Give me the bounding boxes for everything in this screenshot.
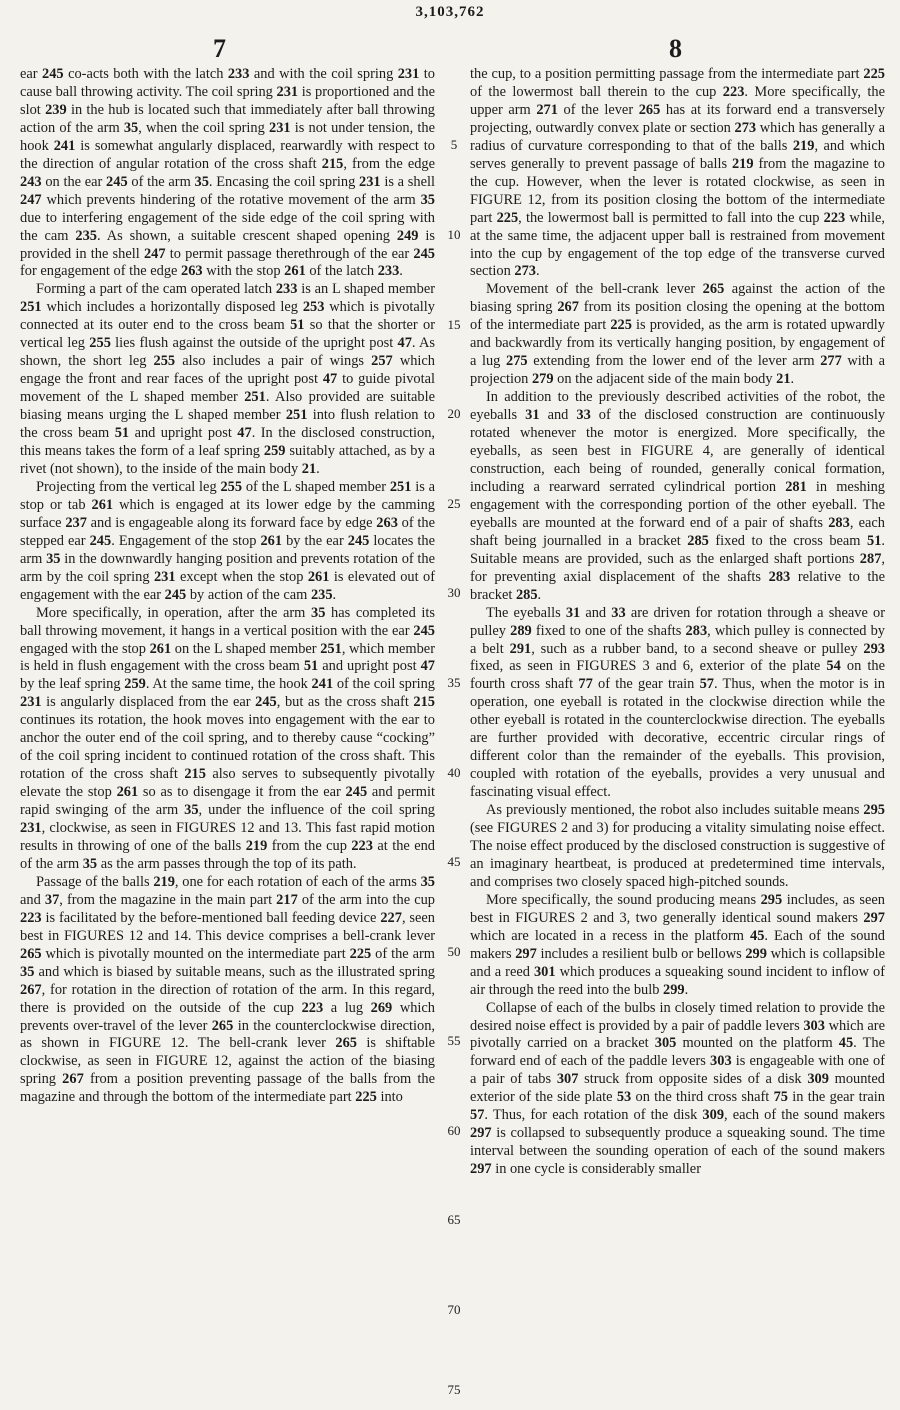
reference-numeral: 245: [42, 66, 64, 82]
reference-numeral: 251: [389, 478, 412, 495]
reference-numeral: 301: [533, 963, 556, 980]
reference-numeral: 251: [285, 407, 308, 424]
reference-numeral: 247: [20, 191, 42, 208]
reference-numeral: 295: [863, 802, 885, 819]
reference-numeral: 265: [335, 1035, 357, 1052]
reference-numeral: 273: [734, 119, 757, 136]
line-number: 60: [447, 1123, 461, 1138]
paragraph: Projecting from the vertical leg 255 of the L shaped member 251 is a stop or tab 261 which is engaged at its lower edge by the camming surface 237 and is engageable along its forward face by edge 263 of the stepped ear 245. Engagement of the stop 261 by the ear 245 locates the arm 35 in the downwardly hanging position and prevents rotation of the arm by the coil spring 231 except when the stop 261 is elevated out of engagement with the ear 245 by action of the cam 235.: [20, 478, 436, 603]
reference-numeral: 75: [773, 1089, 788, 1106]
reference-numeral: 263: [376, 514, 398, 531]
reference-numeral: 235: [75, 227, 97, 244]
reference-numeral: 231: [20, 820, 42, 837]
reference-numeral: 231: [397, 66, 420, 82]
reference-numeral: 299: [663, 981, 685, 998]
reference-numeral: 53: [616, 1089, 632, 1106]
reference-numeral: 249: [396, 227, 419, 244]
line-number: 40: [447, 765, 461, 780]
reference-numeral: 243: [20, 173, 42, 190]
reference-numeral: 35: [420, 873, 435, 890]
reference-numeral: 31: [525, 407, 540, 424]
reference-numeral: 225: [355, 1089, 377, 1106]
line-number: 50: [447, 944, 461, 959]
paragraph: Collapse of each of the bulbs in closely timed relation to provide the desired noise effect is provided by a pair of paddle levers 303 which are pivotally carried on a bracket 305 mounted on the platform 45. The forward end of each of the paddle levers 303 is engageable with one of a pair of tabs 307 struck from opposite sides of a disk 309 mounted exterior of the side plate 53 on the third cross shaft 75 in the gear train 57. Thus, for each rotation of the disk 309, each of the sound makers 297 is collapsed to subsequently produce a squeaking sound. The time interval between the sounding operation of each of the sound makers 297 in one cycle is considerably smaller: [470, 999, 886, 1178]
reference-numeral: 225: [610, 317, 632, 334]
reference-numeral: 47: [420, 658, 435, 675]
line-number: 70: [447, 1302, 461, 1317]
reference-numeral: 299: [745, 945, 767, 962]
paragraph: ear 245 co-acts both with the latch 233 and with the coil spring 231 to cause ball throwing activity. The coil spring 231 is proportioned and the slot 239 in the hub is located such that immediately after ball throwing action of the arm 35, when the coil spring 231 is not under tension, the hook 241 is somewhat angularly displaced, rearwardly with respect to the direction of angular rotation of the cross shaft 215, from the edge 243 on the ear 245 of the arm 35. Encasing the coil spring 231 is a shell 247 which prevents hindering of the rotative movement of the arm 35 due to interfering engagement of the side edge of the coil spring with the cam 235. As shown, a suitable crescent shaped opening 249 is provided in the shell 247 to permit passage therethrough of the ear 245 for engagement of the edge 263 with the stop 261 of the latch 233.: [20, 66, 436, 280]
reference-numeral: 241: [311, 676, 334, 693]
reference-numeral: 21: [301, 460, 317, 477]
reference-numeral: 33: [611, 604, 626, 621]
reference-numeral: 21: [776, 371, 791, 388]
line-number: 5: [450, 137, 458, 152]
reference-numeral: 267: [557, 299, 579, 316]
reference-numeral: 283: [685, 622, 708, 639]
reference-numeral: 219: [792, 137, 815, 154]
reference-numeral: 51: [867, 532, 882, 549]
reference-numeral: 47: [237, 425, 252, 442]
reference-numeral: 261: [260, 532, 283, 549]
reference-numeral: 297: [470, 1161, 492, 1178]
reference-numeral: 225: [496, 209, 519, 226]
reference-numeral: 247: [143, 245, 166, 262]
reference-numeral: 35: [194, 173, 209, 190]
reference-numeral: 297: [863, 909, 885, 926]
reference-numeral: 309: [702, 1107, 725, 1124]
reference-numeral: 51: [303, 658, 319, 675]
reference-numeral: 51: [290, 317, 305, 334]
reference-numeral: 223: [301, 999, 324, 1016]
paragraph: More specifically, in operation, after the arm 35 has completed its ball throwing movement, it hangs in a vertical position with the ear 245 engaged with the stop 261 on the L shaped member 251, which member is held in flush engagement with the cross beam 51 and upright post 47 by the leaf spring 259. At the same time, the hook 241 of the coil spring 231 is angularly displaced from the ear 245, but as the cross shaft 215 continues its rotation, the hook moves into engagement with the ear to anchor the outer end of the coil spring, and to thereby cause “cocking” of the coil spring incident to continued rotation of the cross shaft. This rotation of the cross shaft 215 also serves to subsequently pivotally elevate the stop 261 so as to disengage it from the ear 245 and permit rapid swinging of the arm 35, under the influence of the coil spring 231, clockwise, as seen in FIGURES 12 and 13. This fast rapid motion results in throwing of one of the balls 219 from the cup 223 at the end of the arm 35 as the arm passes through the top of its path.: [20, 604, 436, 872]
reference-numeral: 261: [149, 640, 172, 657]
reference-numeral: 293: [863, 640, 885, 657]
reference-numeral: 265: [20, 945, 42, 962]
reference-numeral: 217: [276, 891, 298, 908]
line-number: 20: [447, 406, 461, 421]
reference-numeral: 261: [116, 784, 139, 801]
reference-numeral: 219: [153, 873, 175, 890]
reference-numeral: 255: [89, 335, 111, 352]
reference-numeral: 267: [20, 981, 42, 998]
reference-numeral: 271: [536, 101, 558, 118]
reference-numeral: 215: [413, 694, 435, 711]
reference-numeral: 231: [153, 568, 176, 585]
line-number: 55: [447, 1033, 461, 1048]
reference-numeral: 265: [638, 101, 661, 118]
reference-numeral: 253: [302, 299, 325, 316]
reference-numeral: 259: [263, 443, 286, 460]
reference-numeral: 309: [807, 1071, 829, 1088]
reference-numeral: 289: [510, 622, 532, 639]
reference-numeral: 303: [803, 1017, 825, 1034]
reference-numeral: 245: [413, 622, 435, 639]
line-number: 45: [447, 854, 461, 869]
reference-numeral: 215: [321, 155, 344, 172]
reference-numeral: 261: [284, 263, 306, 280]
reference-numeral: 37: [44, 891, 60, 908]
reference-numeral: 277: [820, 353, 842, 370]
reference-numeral: 245: [255, 694, 277, 711]
reference-numeral: 275: [506, 353, 528, 370]
reference-numeral: 35: [184, 802, 199, 819]
reference-numeral: 285: [515, 586, 538, 603]
reference-numeral: 35: [82, 855, 98, 872]
reference-numeral: 245: [347, 532, 370, 549]
reference-numeral: 45: [750, 927, 765, 944]
paragraph: Forming a part of the cam operated latch 233 is an L shaped member 251 which includes a horizontally disposed leg 253 which is pivotally connected at its outer end to the cross beam 51 so that the shorter or vertical leg 255 lies flush against the outside of the upright post 47. As shown, the short leg 255 also includes a pair of wings 257 which engage the front and rear faces of the upright post 47 to guide pivotal movement of the L shaped member 251. Also provided are suitable biasing means urging the L shaped member 251 into flush relation to the cross beam 51 and upright post 47. In the disclosed construction, this means takes the form of a leaf spring 259 suitably attached, as by a rivet (not shown), to the inside of the main body 21.: [20, 281, 436, 477]
reference-numeral: 35: [20, 963, 35, 980]
paragraph: the cup, to a position permitting passage from the intermediate part 225 of the lowermost ball therein to the cup 223. More specifically, the upper arm 271 of the lever 265 has at its forward end a transversely projecting, outwardly convex plate or section 273 which has generally a radius of curvature corresponding to that of the balls 219, and which serves generally to prevent passage of balls 219 from the magazine to the cup. However, when the lever is rotated clockwise, as seen in FIGURE 12, from its position closing the bottom of the intermediate part 225, the lowermost ball is permitted to fall into the cup 223 while, at the same time, the adjacent upper ball is restrained from movement into the cup by engagement of the top edge of the transverse curved section 273.: [470, 66, 885, 280]
reference-numeral: 227: [380, 909, 402, 926]
reference-numeral: 305: [654, 1035, 677, 1052]
reference-numeral: 265: [211, 1017, 234, 1034]
reference-numeral: 31: [565, 604, 581, 621]
reference-numeral: 35: [123, 119, 139, 136]
reference-numeral: 223: [722, 83, 745, 100]
reference-numeral: 287: [859, 550, 882, 567]
reference-numeral: 215: [184, 766, 206, 783]
reference-numeral: 47: [322, 371, 338, 388]
reference-numeral: 297: [470, 1125, 492, 1142]
reference-numeral: 255: [153, 353, 176, 370]
reference-numeral: 225: [349, 945, 372, 962]
reference-numeral: 251: [320, 640, 342, 657]
reference-numeral: 245: [106, 173, 128, 190]
reference-numeral: 251: [20, 299, 42, 316]
paragraph: Movement of the bell-crank lever 265 against the action of the biasing spring 267 from its position closing the opening at the bottom of the intermediate part 225 is provided, as the arm is rotated upwardly and backwardly from its vertically hanging position, by engagement of a lug 275 extending from the lower end of the lever arm 277 with a projection 279 on the adjacent side of the main body 21.: [470, 281, 885, 388]
reference-numeral: 239: [45, 101, 67, 118]
paragraph: Passage of the balls 219, one for each rotation of each of the arms 35 and 37, from the magazine in the main part 217 of the arm into the cup 223 is facilitated by the before-mentioned ball feeding device 227, seen best in FIGURES 12 and 14. This device comprises a bell-crank lever 265 which is pivotally mounted on the intermediate part 225 of the arm 35 and which is biased by suitable means, such as the illustrated spring 267, for rotation in the direction of rotation of the arm. In this regard, there is provided on the outside of the cup 223 a lug 269 which prevents over-travel of the lever 265 in the counterclockwise direction, as shown in FIGURE 12. The bell-crank lever 265 is shiftable clockwise, as seen in FIGURE 12, against the action of the biasing spring 267 from a position preventing passage of the balls from the magazine and through the bottom of the intermediate part 225 into: [20, 873, 436, 1106]
line-number: 10: [447, 227, 461, 242]
paragraph: As previously mentioned, the robot also includes suitable means 295 (see FIGURES 2 and 3) for producing a vitality simulating noise effect. The noise effect produced by the disclosed construction is suggestive of an imaginary heartbeat, is produced at predetermined time intervals, and comprises two closely spaced high-pitched sounds.: [470, 802, 885, 890]
column-number-right: 8: [669, 34, 682, 63]
reference-numeral: 265: [702, 281, 725, 298]
line-number: 75: [447, 1382, 461, 1397]
reference-numeral: 57: [699, 676, 714, 693]
left-column: [20, 66, 435, 1107]
reference-numeral: 231: [269, 119, 291, 136]
reference-numeral: 231: [359, 173, 381, 190]
reference-numeral: 295: [760, 891, 783, 908]
reference-numeral: 269: [370, 999, 393, 1016]
reference-numeral: 283: [828, 514, 850, 531]
reference-numeral: 235: [310, 586, 333, 603]
reference-numeral: 283: [768, 568, 791, 585]
reference-numeral: 241: [53, 137, 76, 154]
reference-numeral: 223: [20, 909, 42, 926]
reference-numeral: 225: [863, 66, 885, 82]
reference-numeral: 223: [823, 209, 846, 226]
reference-numeral: 297: [515, 945, 537, 962]
reference-numeral: 231: [276, 83, 299, 100]
reference-numeral: 273: [514, 263, 536, 280]
reference-numeral: 57: [470, 1107, 485, 1124]
reference-numeral: 245: [345, 784, 368, 801]
reference-numeral: 35: [420, 191, 435, 208]
reference-numeral: 245: [89, 532, 112, 549]
reference-numeral: 51: [114, 425, 130, 442]
reference-numeral: 251: [244, 389, 266, 406]
paragraph: More specifically, the sound producing means 295 includes, as seen best in FIGURES 2 and 3, two generally identical sound makers 297 which are located in a recess in the platform 45. Each of the sound makers 297 includes a resilient bulb or bellows 299 which is collapsible and a reed 301 which produces a squeaking sound incident to inflow of air through the reed into the bulb 299.: [470, 891, 885, 998]
line-number: 65: [447, 1212, 461, 1227]
reference-numeral: 245: [164, 586, 187, 603]
reference-numeral: 261: [307, 568, 330, 585]
reference-numeral: 219: [245, 837, 268, 854]
column-number-left: 7: [213, 34, 226, 63]
reference-numeral: 233: [275, 281, 298, 298]
reference-numeral: 77: [578, 676, 593, 693]
reference-numeral: 35: [46, 550, 61, 567]
reference-numeral: 261: [91, 496, 114, 513]
reference-numeral: 233: [227, 66, 250, 82]
reference-numeral: 237: [65, 514, 87, 531]
reference-numeral: 291: [509, 640, 532, 657]
paragraph: In addition to the previously described activities of the robot, the eyeballs 31 and 33 of the disclosed construction are continuously rotated whenever the motor is energized. More specifically, the eyeballs, as seen best in FIGURE 4, are generally of identical construction, each being of rounded, generally conical formation, including a rearward serrated cylindrical portion 281 in meshing engagement with the corresponding portion of the other eyeball. The eyeballs are mounted at the forward end of a pair of shafts 283, each shaft being journalled in a bracket 285 fixed to the cross beam 51. Suitable means are provided, such as the enlarged shaft portions 287, for preventing axial displacement of the shafts 283 relative to the bracket 285.: [470, 389, 886, 603]
line-number: 35: [447, 675, 461, 690]
reference-numeral: 259: [124, 676, 146, 693]
reference-numeral: 45: [838, 1035, 854, 1052]
line-number: 30: [447, 585, 461, 600]
line-number: 15: [447, 317, 461, 332]
paragraph: The eyeballs 31 and 33 are driven for rotation through a sheave or pulley 289 fixed to one of the shafts 283, which pulley is connected by a belt 291, such as a rubber band, to a second sheave or pulley 293 fixed, as seen in FIGURES 3 and 6, exterior of the plate 54 on the fourth cross shaft 77 of the gear train 57. Thus, when the motor is in operation, one eyeball is rotated in the clockwise direction while the other eyeball is rotated in the counterclockwise direction. The eyeballs are further provided with decorative, eccentric circular rings of different color than the remainder of the eyeballs. This provision, coupled with rotation of the eyeballs, provides a very unusual and fascinating visual effect.: [470, 604, 885, 801]
reference-numeral: 219: [731, 155, 754, 172]
reference-numeral: 307: [556, 1071, 579, 1088]
reference-numeral: 281: [785, 478, 807, 495]
reference-numeral: 245: [413, 245, 435, 262]
reference-numeral: 54: [826, 658, 841, 675]
reference-numeral: 285: [687, 532, 709, 549]
reference-numeral: 267: [62, 1071, 84, 1088]
reference-numeral: 47: [397, 335, 412, 352]
reference-numeral: 255: [220, 478, 243, 495]
reference-numeral: 233: [377, 263, 400, 280]
reference-numeral: 231: [20, 694, 42, 711]
reference-numeral: 35: [311, 604, 326, 621]
reference-numeral: 223: [351, 837, 373, 854]
reference-numeral: 263: [181, 263, 203, 280]
reference-numeral: 303: [710, 1053, 732, 1070]
right-column: [470, 66, 885, 1179]
reference-numeral: 279: [531, 371, 554, 388]
reference-numeral: 257: [371, 353, 393, 370]
line-number: 25: [447, 496, 461, 511]
reference-numeral: 33: [576, 407, 591, 424]
patent-number: 3,103,762: [415, 4, 485, 20]
